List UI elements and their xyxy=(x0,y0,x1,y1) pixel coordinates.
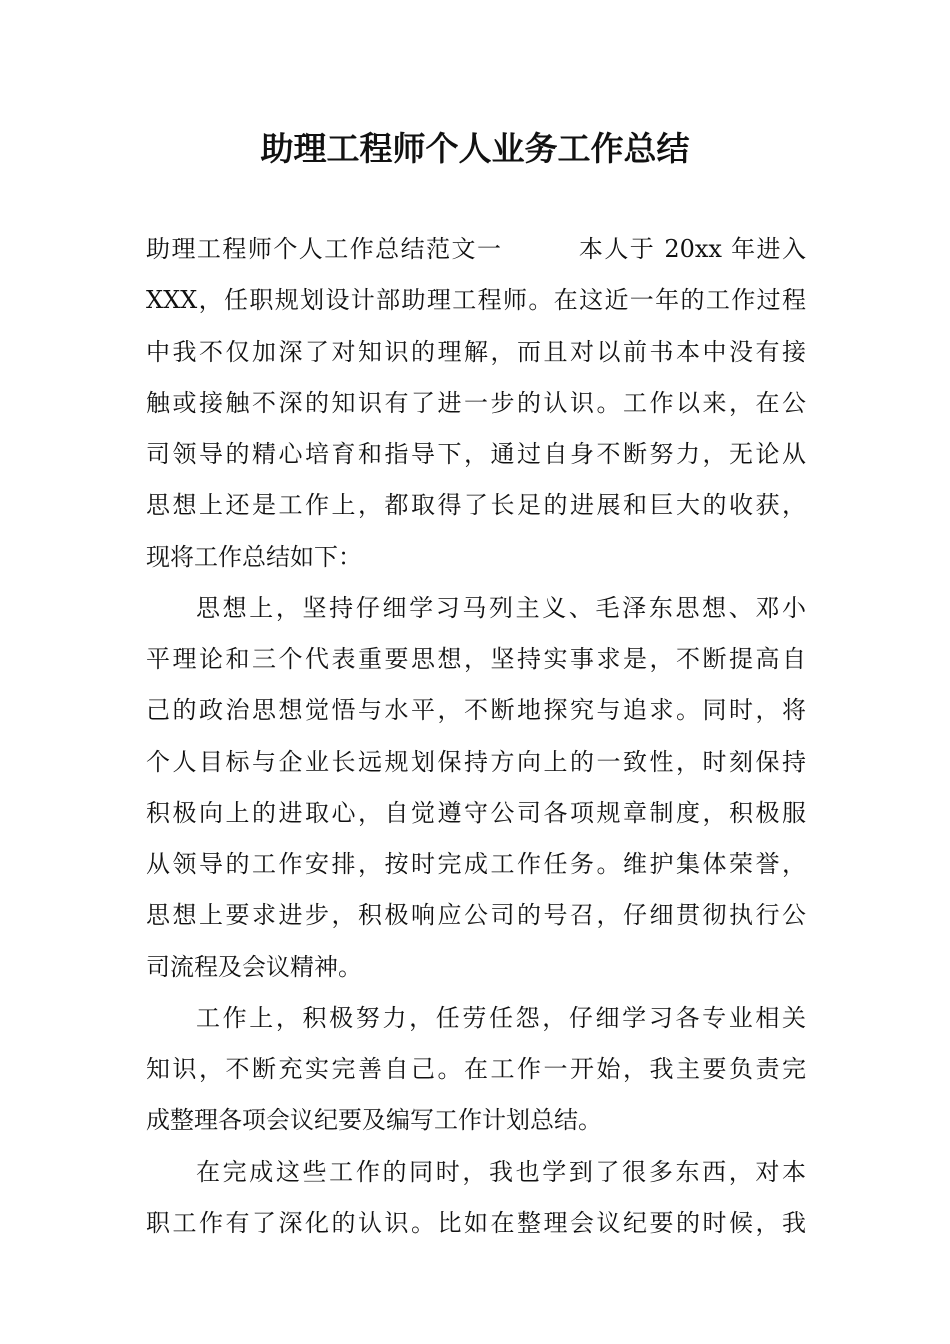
document-title: 助理工程师个人业务工作总结 xyxy=(260,129,690,168)
body-line: 助理工程师个人工作总结范文一 本人于 20xx 年进入 xyxy=(146,235,806,263)
body-line: 个人目标与企业长远规划保持方向上的一致性，时刻保持 xyxy=(146,747,806,776)
body-line: 在完成这些工作的同时，我也学到了很多东西，对本 xyxy=(196,1157,806,1186)
body-line: 积极向上的进取心，自觉遵守公司各项规章制度，积极服 xyxy=(146,798,806,827)
body-line: 思想上，坚持仔细学习马列主义、毛泽东思想、邓小 xyxy=(196,593,806,622)
body-line: 己的政治思想觉悟与水平，不断地探究与追求。同时，将 xyxy=(146,696,806,725)
body-line: 知识，不断充实完善自己。在工作一开始，我主要负责完 xyxy=(146,1055,806,1083)
body-line: 工作上，积极努力，任劳任怨，仔细学习各专业相关 xyxy=(196,1003,806,1032)
body-line: 成整理各项会议纪要及编写工作计划总结。 xyxy=(146,1106,602,1135)
body-line: XXX，任职规划设计部助理工程师。在这近一年的工作过程 xyxy=(146,286,806,315)
body-line: 现将工作总结如下： xyxy=(146,542,362,571)
body-line: 司流程及会议精神。 xyxy=(146,952,362,981)
body-line: 思想上还是工作上，都取得了长足的进展和巨大的收获， xyxy=(146,491,806,520)
body-line: 职工作有了深化的认识。比如在整理会议纪要的时候，我 xyxy=(146,1208,806,1237)
body-line: 平理论和三个代表重要思想，坚持实事求是，不断提高自 xyxy=(146,645,806,673)
body-line: 中我不仅加深了对知识的理解，而且对以前书本中没有接 xyxy=(146,337,806,366)
document-body xyxy=(146,224,806,1249)
body-line: 司领导的精心培育和指导下，通过自身不断努力，无论从 xyxy=(146,440,806,468)
body-line: 思想上要求进步，积极响应公司的号召，仔细贯彻执行公 xyxy=(146,901,806,930)
body-line: 从领导的工作安排，按时完成工作任务。维护集体荣誉， xyxy=(146,850,806,878)
body-line: 触或接触不深的知识有了进一步的认识。工作以来，在公 xyxy=(146,388,806,417)
